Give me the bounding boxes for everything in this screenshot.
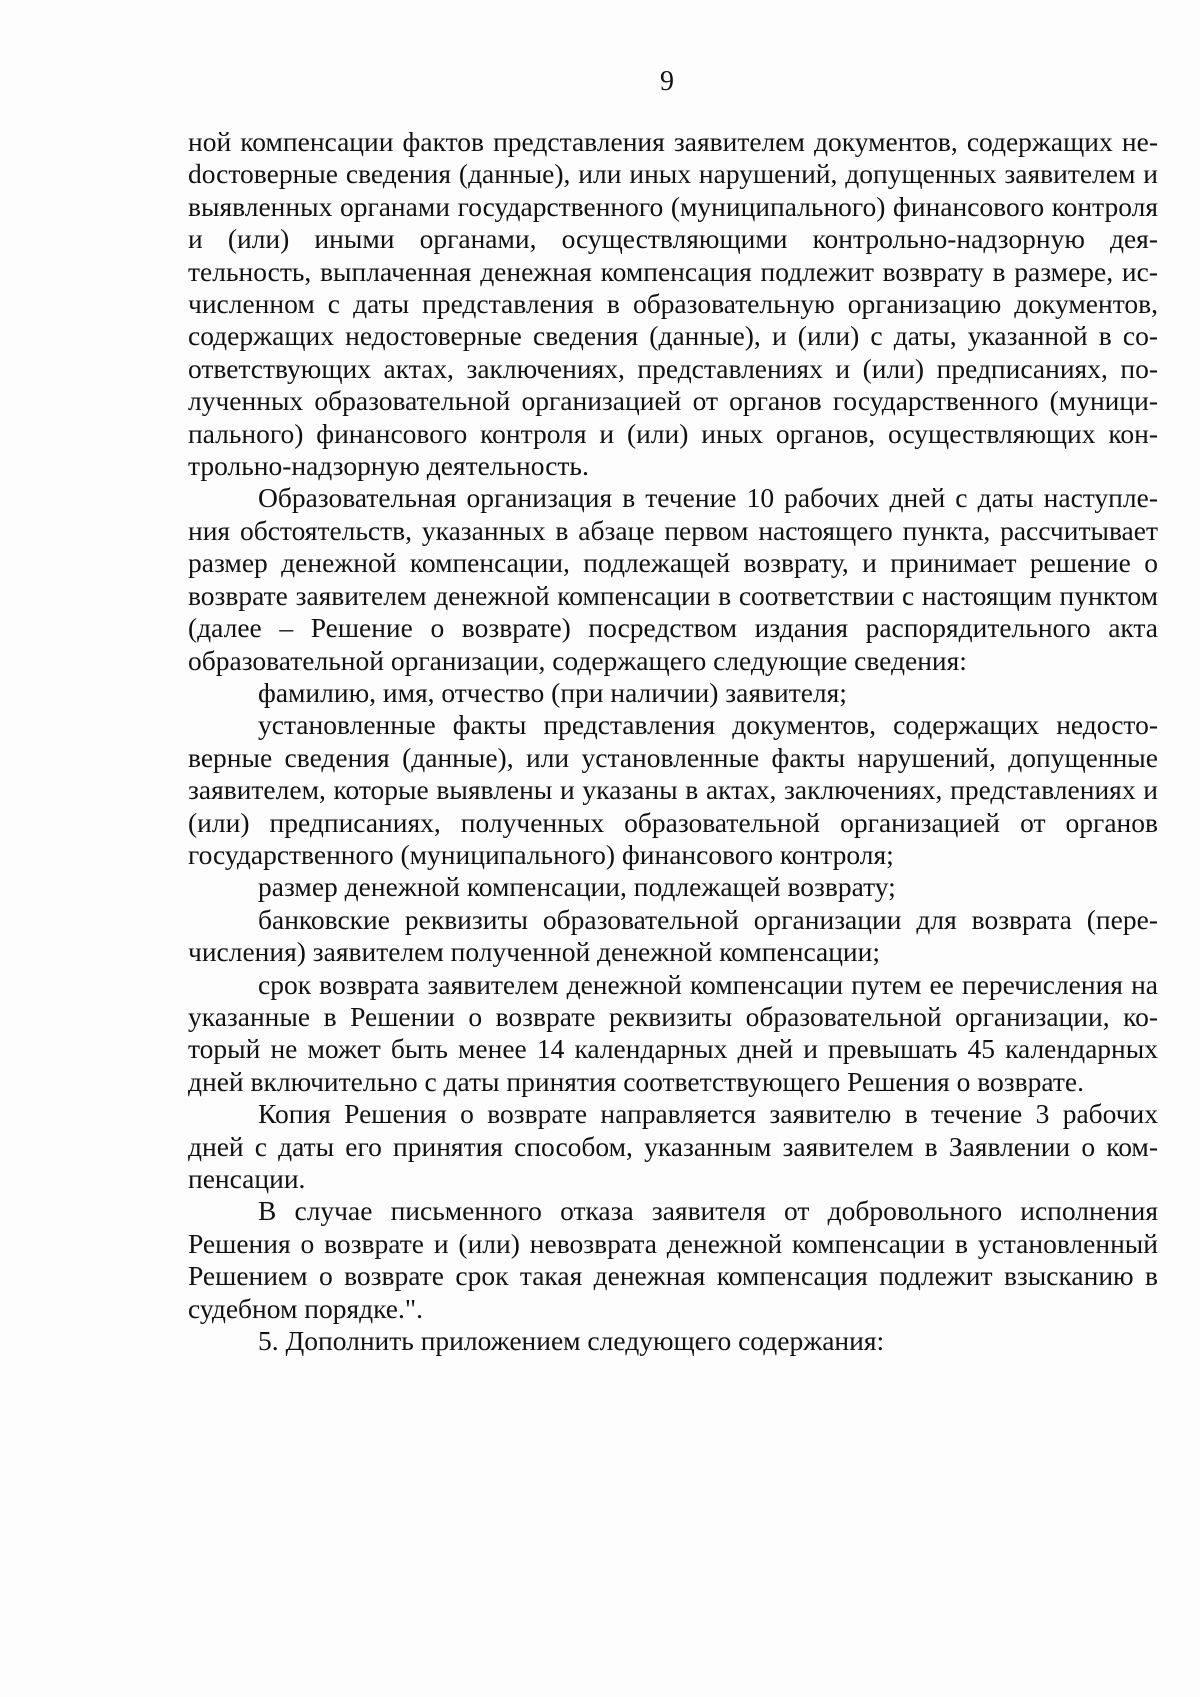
list-item-established-facts: установленные факты представления документов, содержащих недостоверные сведения (данные), или установленные факты нарушений, допущенные заявителем, которые выявлены и указаны в актах, заключениях, представлениях и (или) предписаниях, полученных образовательной организацией от органов государственного (муниципального) финансового контроля; <box>188 709 1158 870</box>
document-body <box>188 126 1158 1357</box>
paragraph-refund-decision: Образовательная организация в течение 10 рабочих дней с даты наступления обстоятельств, указанных в абзаце первом настоящего пункта, рассчитывает размер денежной компенсации, подлежащей возврату, и принимает решение о возврате заявителем денежной компенсации в соответствии с настоящим пунктом (далее – Решение о возврате) посредством издания распорядительного акта образовательной организации, содержащего следующие сведения: <box>188 482 1158 676</box>
paragraph-court-recovery: В случае письменного отказа заявителя от добровольного исполнения Решения о возврате и (или) невозврата денежной компенсации в установленный Решением о возврате срок такая денежная компенсация подлежит взысканию в судебном порядке.". <box>188 1195 1158 1324</box>
paragraph-continuation: ной компенсации фактов представления заявителем документов, содержащих неdостоверные сведения (данные), или иных нарушений, допущенных заявителем и выявленных органами государственного (муниципального) финансового контроля и (или) иными органами, осуществляющими контрольно-надзорную деятельность, выплаченная денежная компенсация подлежит возврату в размере, исчисленном с даты представления в образовательную организацию документов, содержащих недостоверные сведения (данные), и (или) с даты, указанной в соответствующих актах, заключениях, представлениях и (или) предписаниях, полученных образовательной организацией от органов государственного (муниципального) финансового контроля и (или) иных органов, осуществляющих контрольно-надзорную деятельность. <box>188 126 1158 482</box>
paragraph-item-5: 5. Дополнить приложением следующего содержания: <box>258 1325 885 1357</box>
list-item-bank-details: банковские реквизиты образовательной организации для возврата (перечисления) заявителем полученной денежной компенсации; <box>188 903 1158 968</box>
list-item-refund-term: срок возврата заявителем денежной компенсации путем ее перечисления на указанные в Решении о возврате реквизиты образовательной организации, который не может быть менее 14 календарных дней и превышать 45 календарных дней включительно с даты принятия соответствующего Решения о возврате. <box>188 968 1158 1097</box>
page-number: 9 <box>660 66 674 97</box>
list-item-applicant-name: фамилию, имя, отчество (при наличии) заявителя; <box>258 676 847 708</box>
list-item-refund-amount: размер денежной компенсации, подлежащей возврату; <box>258 871 896 903</box>
paragraph-decision-copy: Копия Решения о возврате направляется заявителю в течение 3 рабочих дней с даты его принятия способом, указанным заявителем в Заявлении о компенсации. <box>188 1098 1158 1194</box>
